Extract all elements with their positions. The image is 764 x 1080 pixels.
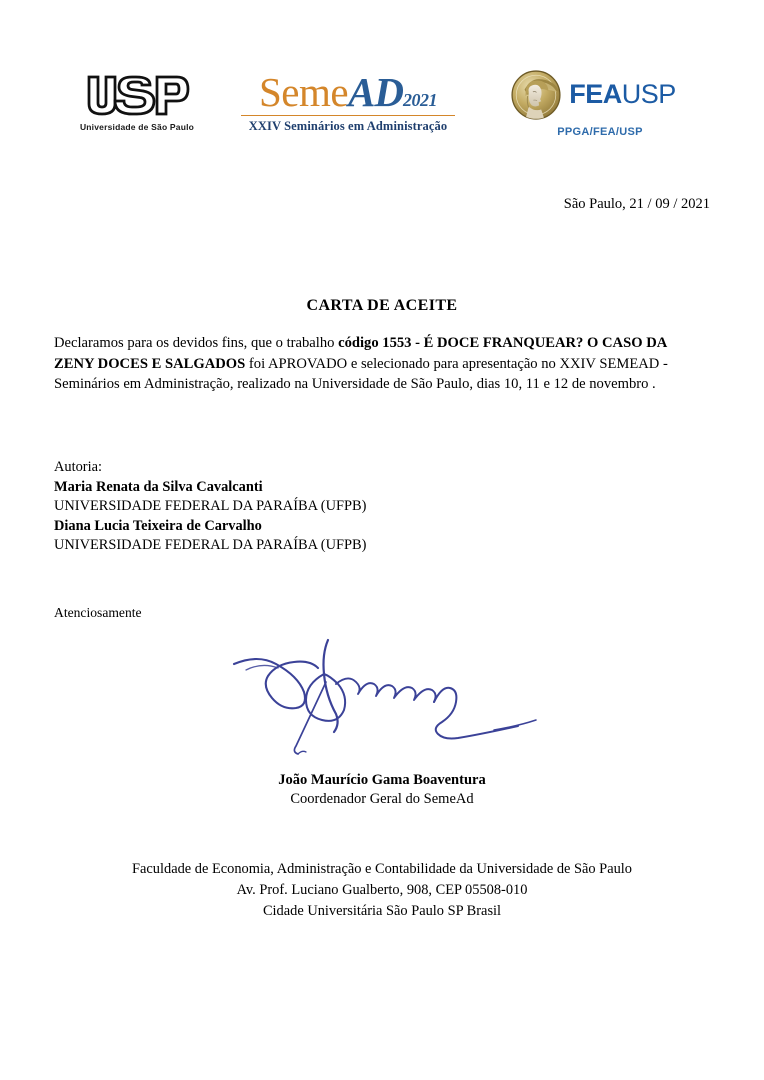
usp-monogram-icon xyxy=(84,73,190,119)
authorship-label: Autoria: xyxy=(54,459,102,475)
page-title: CARTA DE ACEITE xyxy=(306,297,458,314)
header-logo-bar xyxy=(0,58,764,146)
signatory-name: João Maurício Gama Boaventura xyxy=(278,772,486,788)
author-name-1: Maria Renata da Silva Cavalcanti xyxy=(54,478,263,495)
footer-line-1: Faculdade de Economia, Administração e Contabilidade da Universidade de São Paulo xyxy=(132,861,632,877)
fea-wordmark xyxy=(569,81,676,108)
author-institution-1: UNIVERSIDADE FEDERAL DA PARAÍBA (UFPB) xyxy=(54,498,367,514)
semead-wordmark-seme: Seme xyxy=(258,68,349,115)
paper-title-bold: código 1553 - É DOCE FRANQUEAR? O CASO DA ZENY DOCES E SALGADOS xyxy=(54,335,667,372)
paragraph-text-after-bold: foi APROVADO e selecionado para apresentação no XXIV SEMEAD - Seminários em Administração, realizado na Universidade de São Paulo, dias 10, 11 e 12 de novembro . xyxy=(54,355,668,392)
signatory-role: Coordenador Geral do SemeAd xyxy=(290,791,474,807)
paragraph-text-before-bold: Declaramos para os devidos fins, que o trabalho xyxy=(54,335,339,351)
declaration-paragraph xyxy=(54,333,710,395)
semead-wordmark-ad: AD xyxy=(348,68,404,115)
footer-line-2: Av. Prof. Luciano Gualberto, 908, CEP 05508-010 xyxy=(236,882,528,898)
semead-wordmark xyxy=(258,68,438,115)
fea-wordmark-usp: USP xyxy=(621,79,676,109)
date-line: São Paulo, 21 / 09 / 2021 xyxy=(563,196,710,212)
semead-subtitle: XXIV Seminários em Administração xyxy=(248,119,448,134)
semead-logo xyxy=(219,70,477,134)
usp-logo-caption: Universidade de São Paulo xyxy=(79,121,195,132)
footer-address-block xyxy=(0,859,764,922)
handwritten-signature xyxy=(232,628,552,760)
footer-line-3: Cidade Universitária São Paulo SP Brasil xyxy=(262,903,502,919)
author-name-2: Diana Lucia Teixeira de Carvalho xyxy=(54,517,262,534)
usp-logo xyxy=(81,73,193,132)
fea-wordmark-fea: FEA xyxy=(569,79,622,109)
closing-salutation: Atenciosamente xyxy=(54,605,142,620)
authorship-block xyxy=(54,458,366,556)
fea-usp-logo xyxy=(503,67,683,138)
fea-logo-row xyxy=(510,69,676,121)
fea-medallion-icon xyxy=(510,69,562,121)
semead-divider-rule xyxy=(241,115,455,117)
author-institution-2: UNIVERSIDADE FEDERAL DA PARAÍBA (UFPB) xyxy=(54,537,367,553)
fea-logo-subtitle: PPGA/FEA/USP xyxy=(557,125,643,138)
semead-wordmark-year: 2021 xyxy=(403,89,438,110)
